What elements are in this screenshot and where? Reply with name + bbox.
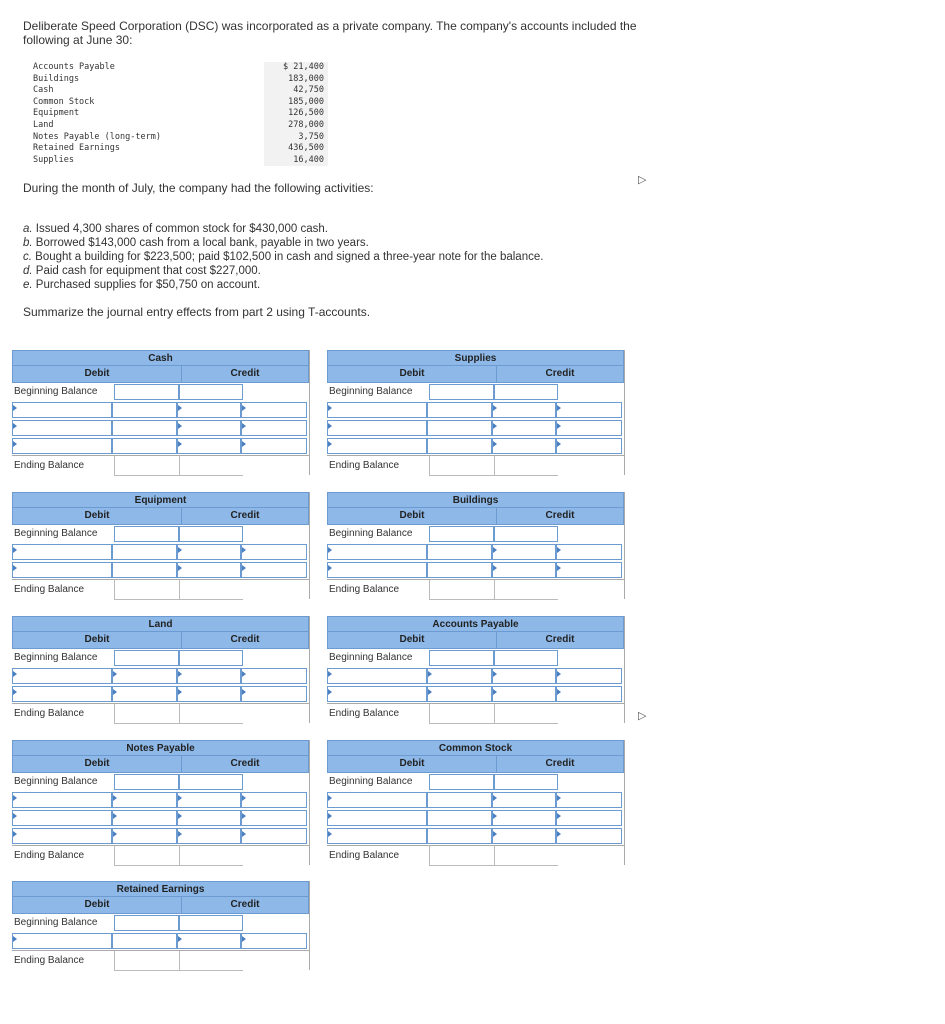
- t-account-header: [12, 366, 309, 383]
- beginning-balance-input[interactable]: [429, 384, 494, 400]
- debit-amount-input[interactable]: [427, 544, 492, 560]
- credit-amount-input[interactable]: [177, 402, 241, 418]
- ending-balance-row: [12, 845, 309, 865]
- beginning-balance-label: Beginning Balance: [14, 917, 98, 928]
- t-account-land: [12, 616, 310, 723]
- debit-amount-input[interactable]: [427, 792, 492, 808]
- balance-name: Common Stock: [33, 96, 95, 107]
- ending-balance-credit: [494, 846, 558, 866]
- activities-list: [23, 222, 543, 292]
- balance-name: Notes Payable (long-term): [33, 131, 161, 142]
- instruction-text: Summarize the journal entry effects from part 2 using T-accounts.: [23, 305, 371, 319]
- credit-amount-input[interactable]: [177, 933, 241, 949]
- credit-entry-select[interactable]: [241, 420, 307, 436]
- ending-balance-debit: [429, 846, 494, 866]
- credit-amount-input[interactable]: [492, 810, 556, 826]
- credit-header: Credit: [230, 368, 260, 379]
- entry-select[interactable]: [327, 402, 427, 418]
- credit-amount-input[interactable]: [492, 562, 556, 578]
- balance-value: 16,400: [264, 155, 328, 167]
- entry-row: [327, 401, 624, 419]
- credit-header: Credit: [230, 510, 260, 521]
- credit-header: Credit: [545, 758, 575, 769]
- t-account-header: [327, 366, 624, 383]
- activity-letter: e.: [23, 279, 33, 291]
- ending-balance-label: Ending Balance: [14, 708, 85, 719]
- ending-balance-row: [12, 579, 309, 599]
- beginning-balance-input[interactable]: [429, 650, 494, 666]
- ending-balance-label: Ending Balance: [329, 584, 400, 595]
- t-account-title: Buildings: [327, 492, 624, 508]
- debit-amount-input[interactable]: [112, 562, 177, 578]
- ending-balance-debit: [114, 704, 179, 724]
- balance-value: 436,500: [264, 143, 328, 155]
- balance-row: [33, 85, 328, 97]
- balance-name: Land: [33, 119, 54, 130]
- beginning-balance-label: Beginning Balance: [14, 776, 98, 787]
- ending-balance-row: [12, 703, 309, 723]
- beginning-balance-input[interactable]: [114, 915, 179, 931]
- entry-row: [327, 667, 624, 685]
- ending-balance-debit: [114, 580, 179, 600]
- debit-header: Debit: [13, 632, 182, 648]
- balance-value: 126,500: [264, 108, 328, 120]
- entry-row: [327, 809, 624, 827]
- entry-select[interactable]: [327, 686, 427, 702]
- balance-name: Supplies: [33, 154, 74, 165]
- entry-row: [12, 401, 309, 419]
- balance-row: [33, 62, 328, 74]
- credit-entry-select[interactable]: [556, 810, 622, 826]
- balance-value: $ 21,400: [264, 62, 328, 74]
- credit-amount-input[interactable]: [179, 650, 243, 666]
- beginning-balance-input[interactable]: [429, 774, 494, 790]
- activity-item: [23, 278, 543, 292]
- entry-row: [327, 827, 624, 845]
- debit-amount-input[interactable]: [427, 562, 492, 578]
- t-account-header: [327, 756, 624, 773]
- ending-balance-credit: [494, 456, 558, 476]
- beginning-balance-row: [327, 383, 624, 401]
- entry-row: [327, 419, 624, 437]
- credit-header: Credit: [545, 368, 575, 379]
- credit-amount-input[interactable]: [177, 668, 241, 684]
- activity-letter: c.: [23, 251, 32, 263]
- ending-balance-label: Ending Balance: [329, 460, 400, 471]
- entry-row: [12, 809, 309, 827]
- beginning-balance-label: Beginning Balance: [14, 652, 98, 663]
- ending-balance-label: Ending Balance: [14, 460, 85, 471]
- activity-text: Paid cash for equipment that cost $227,000.: [32, 265, 261, 277]
- credit-amount-input[interactable]: [179, 384, 243, 400]
- debit-amount-input[interactable]: [427, 402, 492, 418]
- credit-entry-select[interactable]: [556, 562, 622, 578]
- debit-amount-input[interactable]: [427, 686, 492, 702]
- debit-amount-input[interactable]: [427, 438, 492, 454]
- ending-balance-credit: [494, 704, 558, 724]
- entry-row: [12, 561, 309, 579]
- t-account-title: Cash: [12, 350, 309, 366]
- credit-entry-select[interactable]: [556, 792, 622, 808]
- t-account-title: Accounts Payable: [327, 616, 624, 632]
- entry-row: [12, 932, 309, 950]
- credit-amount-input[interactable]: [494, 384, 558, 400]
- balance-value: 183,000: [264, 74, 328, 86]
- credit-amount-input[interactable]: [177, 810, 241, 826]
- entry-row: [327, 561, 624, 579]
- credit-entry-select[interactable]: [241, 438, 307, 454]
- beginning-balance-label: Beginning Balance: [14, 528, 98, 539]
- entry-row: [12, 437, 309, 455]
- entry-select[interactable]: [12, 810, 112, 826]
- t-account-retained-earnings: [12, 881, 310, 970]
- entry-row: [12, 419, 309, 437]
- entry-select[interactable]: [12, 402, 112, 418]
- credit-amount-input[interactable]: [177, 686, 241, 702]
- balance-row: [33, 97, 328, 109]
- entry-select[interactable]: [12, 420, 112, 436]
- ending-balance-credit: [494, 580, 558, 600]
- credit-amount-input[interactable]: [494, 526, 558, 542]
- activity-text: Borrowed $143,000 cash from a local bank, payable in two years.: [32, 237, 369, 249]
- credit-entry-select[interactable]: [556, 544, 622, 560]
- credit-header: Credit: [230, 899, 260, 910]
- entry-select[interactable]: [327, 562, 427, 578]
- credit-amount-input[interactable]: [177, 792, 241, 808]
- ending-balance-row: [327, 455, 624, 475]
- ending-balance-row: [327, 845, 624, 865]
- balance-row: [33, 132, 328, 144]
- entry-select[interactable]: [327, 420, 427, 436]
- t-account-buildings: [327, 492, 625, 599]
- entry-select[interactable]: [12, 562, 112, 578]
- balance-name: Equipment: [33, 108, 80, 119]
- entry-select[interactable]: [12, 792, 112, 808]
- t-account-equipment: [12, 492, 310, 599]
- balance-row: [33, 120, 328, 132]
- balance-name: Retained Earnings: [33, 143, 120, 154]
- activity-letter: a.: [23, 223, 33, 235]
- entry-row: [327, 543, 624, 561]
- t-account-title: Supplies: [327, 350, 624, 366]
- activities-intro: During the month of July, the company had the following activities:: [23, 181, 374, 195]
- entry-row: [12, 543, 309, 561]
- credit-amount-input[interactable]: [492, 686, 556, 702]
- balance-value: 278,000: [264, 120, 328, 132]
- debit-amount-input[interactable]: [112, 544, 177, 560]
- credit-amount-input[interactable]: [492, 668, 556, 684]
- credit-entry-select[interactable]: [241, 810, 307, 826]
- debit-amount-input[interactable]: [112, 402, 177, 418]
- beginning-balance-label: Beginning Balance: [329, 652, 413, 663]
- credit-entry-select[interactable]: [241, 402, 307, 418]
- t-account-title: Retained Earnings: [12, 881, 309, 897]
- ending-balance-debit: [429, 456, 494, 476]
- debit-amount-input[interactable]: [112, 933, 177, 949]
- debit-amount-input[interactable]: [427, 828, 492, 844]
- beginning-balance-row: [12, 525, 309, 543]
- debit-header: Debit: [13, 508, 182, 524]
- entry-select[interactable]: [327, 668, 427, 684]
- credit-amount-input[interactable]: [179, 774, 243, 790]
- entry-select[interactable]: [327, 544, 427, 560]
- t-account-supplies: [327, 350, 625, 475]
- balance-row: [33, 143, 328, 155]
- t-account-title: Land: [12, 616, 309, 632]
- beginning-balance-row: [12, 914, 309, 932]
- ending-balance-label: Ending Balance: [329, 850, 400, 861]
- credit-entry-select[interactable]: [241, 933, 307, 949]
- credit-entry-select[interactable]: [241, 828, 307, 844]
- debit-amount-input[interactable]: [427, 420, 492, 436]
- debit-amount-input[interactable]: [112, 810, 177, 826]
- t-account-header: [327, 508, 624, 525]
- entry-select[interactable]: [12, 668, 112, 684]
- credit-amount-input[interactable]: [492, 402, 556, 418]
- credit-header: Credit: [230, 634, 260, 645]
- t-account-header: [12, 632, 309, 649]
- mouse-cursor-icon: ▷: [638, 174, 647, 186]
- entry-select[interactable]: [327, 792, 427, 808]
- ending-balance-credit: [179, 951, 243, 971]
- beginning-balance-label: Beginning Balance: [329, 386, 413, 397]
- debit-header: Debit: [13, 897, 182, 913]
- credit-entry-select[interactable]: [556, 828, 622, 844]
- credit-amount-input[interactable]: [177, 828, 241, 844]
- credit-amount-input[interactable]: [492, 792, 556, 808]
- balance-name: Cash: [33, 85, 54, 96]
- ending-balance-label: Ending Balance: [14, 584, 85, 595]
- debit-amount-input[interactable]: [427, 810, 492, 826]
- credit-entry-select[interactable]: [241, 544, 307, 560]
- credit-entry-select[interactable]: [556, 420, 622, 436]
- beginning-balance-label: Beginning Balance: [329, 776, 413, 787]
- beginning-balance-row: [327, 649, 624, 667]
- credit-entry-select[interactable]: [241, 792, 307, 808]
- activity-text: Bought a building for $223,500; paid $102,500 in cash and signed a three-year note for the balance.: [31, 251, 544, 263]
- credit-amount-input[interactable]: [492, 438, 556, 454]
- t-account-header: [327, 632, 624, 649]
- credit-entry-select[interactable]: [241, 562, 307, 578]
- t-account-title: Common Stock: [327, 740, 624, 756]
- ending-balance-row: [327, 703, 624, 723]
- balance-value: 42,750: [264, 85, 328, 97]
- t-account-title: Notes Payable: [12, 740, 309, 756]
- debit-amount-input[interactable]: [112, 792, 177, 808]
- debit-amount-input[interactable]: [112, 686, 177, 702]
- credit-amount-input[interactable]: [179, 915, 243, 931]
- entry-select[interactable]: [12, 438, 112, 454]
- activity-text: Purchased supplies for $50,750 on account.: [32, 279, 261, 291]
- balance-value: 185,000: [264, 97, 328, 109]
- beginning-balance-row: [12, 649, 309, 667]
- ending-balance-row: [12, 455, 309, 475]
- debit-amount-input[interactable]: [112, 438, 177, 454]
- beginning-balance-row: [327, 525, 624, 543]
- t-account-notes-payable: [12, 740, 310, 865]
- debit-amount-input[interactable]: [112, 668, 177, 684]
- entry-row: [12, 685, 309, 703]
- beginning-balance-label: Beginning Balance: [14, 386, 98, 397]
- entry-select[interactable]: [12, 686, 112, 702]
- t-account-accounts-payable: [327, 616, 625, 723]
- credit-amount-input[interactable]: [177, 420, 241, 436]
- t-account-common-stock: [327, 740, 625, 865]
- entry-select[interactable]: [327, 828, 427, 844]
- beginning-balance-input[interactable]: [114, 774, 179, 790]
- debit-header: Debit: [328, 366, 497, 382]
- ending-balance-debit: [429, 704, 494, 724]
- balance-row: [33, 74, 328, 86]
- mouse-cursor-icon: ▷: [638, 710, 647, 722]
- credit-amount-input[interactable]: [492, 420, 556, 436]
- ending-balance-row: [327, 579, 624, 599]
- debit-header: Debit: [328, 632, 497, 648]
- beginning-balance-input[interactable]: [114, 526, 179, 542]
- t-account-header: [12, 508, 309, 525]
- credit-entry-select[interactable]: [241, 686, 307, 702]
- beginning-balance-row: [327, 773, 624, 791]
- t-account-title: Equipment: [12, 492, 309, 508]
- ending-balance-debit: [114, 456, 179, 476]
- balance-name: Buildings: [33, 73, 80, 84]
- balance-row: [33, 108, 328, 120]
- activity-text: Issued 4,300 shares of common stock for $430,000 cash.: [32, 223, 328, 235]
- beginning-balance-input[interactable]: [114, 384, 179, 400]
- ending-balance-label: Ending Balance: [14, 955, 85, 966]
- credit-amount-input[interactable]: [492, 544, 556, 560]
- credit-amount-input[interactable]: [494, 774, 558, 790]
- ending-balance-debit: [114, 951, 179, 971]
- beginning-balance-input[interactable]: [429, 526, 494, 542]
- credit-header: Credit: [545, 510, 575, 521]
- entry-row: [327, 685, 624, 703]
- debit-header: Debit: [328, 508, 497, 524]
- credit-entry-select[interactable]: [556, 668, 622, 684]
- t-account-cash: [12, 350, 310, 475]
- activity-item: [23, 264, 543, 278]
- credit-amount-input[interactable]: [494, 650, 558, 666]
- ending-balance-credit: [179, 580, 243, 600]
- credit-amount-input[interactable]: [179, 526, 243, 542]
- ending-balance-credit: [179, 846, 243, 866]
- entry-row: [12, 667, 309, 685]
- entry-row: [327, 791, 624, 809]
- entry-select[interactable]: [327, 438, 427, 454]
- debit-amount-input[interactable]: [112, 828, 177, 844]
- ending-balance-debit: [114, 846, 179, 866]
- beginning-balance-label: Beginning Balance: [329, 528, 413, 539]
- debit-amount-input[interactable]: [112, 420, 177, 436]
- debit-amount-input[interactable]: [427, 668, 492, 684]
- ending-balance-label: Ending Balance: [14, 850, 85, 861]
- t-account-header: [12, 897, 309, 914]
- ending-balance-label: Ending Balance: [329, 708, 400, 719]
- credit-header: Credit: [230, 758, 260, 769]
- credit-header: Credit: [545, 634, 575, 645]
- debit-header: Debit: [13, 366, 182, 382]
- balance-name: Accounts Payable: [33, 62, 115, 72]
- ending-balance-row: [12, 950, 309, 970]
- entry-select[interactable]: [12, 544, 112, 560]
- credit-entry-select[interactable]: [556, 438, 622, 454]
- activity-letter: b.: [23, 237, 33, 249]
- beginning-balance-row: [12, 773, 309, 791]
- credit-amount-input[interactable]: [177, 438, 241, 454]
- t-account-header: [12, 756, 309, 773]
- credit-entry-select[interactable]: [556, 402, 622, 418]
- credit-entry-select[interactable]: [556, 686, 622, 702]
- balance-value: 3,750: [264, 132, 328, 144]
- activity-letter: d.: [23, 265, 33, 277]
- entry-select[interactable]: [12, 933, 112, 949]
- activity-item: [23, 222, 543, 236]
- ending-balance-credit: [179, 456, 243, 476]
- entry-row: [327, 437, 624, 455]
- beginning-balance-row: [12, 383, 309, 401]
- balances-table: [33, 62, 328, 166]
- credit-amount-input[interactable]: [177, 544, 241, 560]
- activity-item: [23, 250, 543, 264]
- entry-row: [12, 827, 309, 845]
- balance-row: [33, 155, 328, 167]
- credit-amount-input[interactable]: [492, 828, 556, 844]
- entry-select[interactable]: [327, 810, 427, 826]
- intro-text: Deliberate Speed Corporation (DSC) was incorporated as a private company. The company's accounts included the following at June 30:: [23, 19, 637, 47]
- beginning-balance-input[interactable]: [114, 650, 179, 666]
- entry-row: [12, 791, 309, 809]
- credit-entry-select[interactable]: [241, 668, 307, 684]
- ending-balance-debit: [429, 580, 494, 600]
- debit-header: Debit: [328, 756, 497, 772]
- activity-item: [23, 236, 543, 250]
- debit-header: Debit: [13, 756, 182, 772]
- credit-amount-input[interactable]: [177, 562, 241, 578]
- ending-balance-credit: [179, 704, 243, 724]
- entry-select[interactable]: [12, 828, 112, 844]
